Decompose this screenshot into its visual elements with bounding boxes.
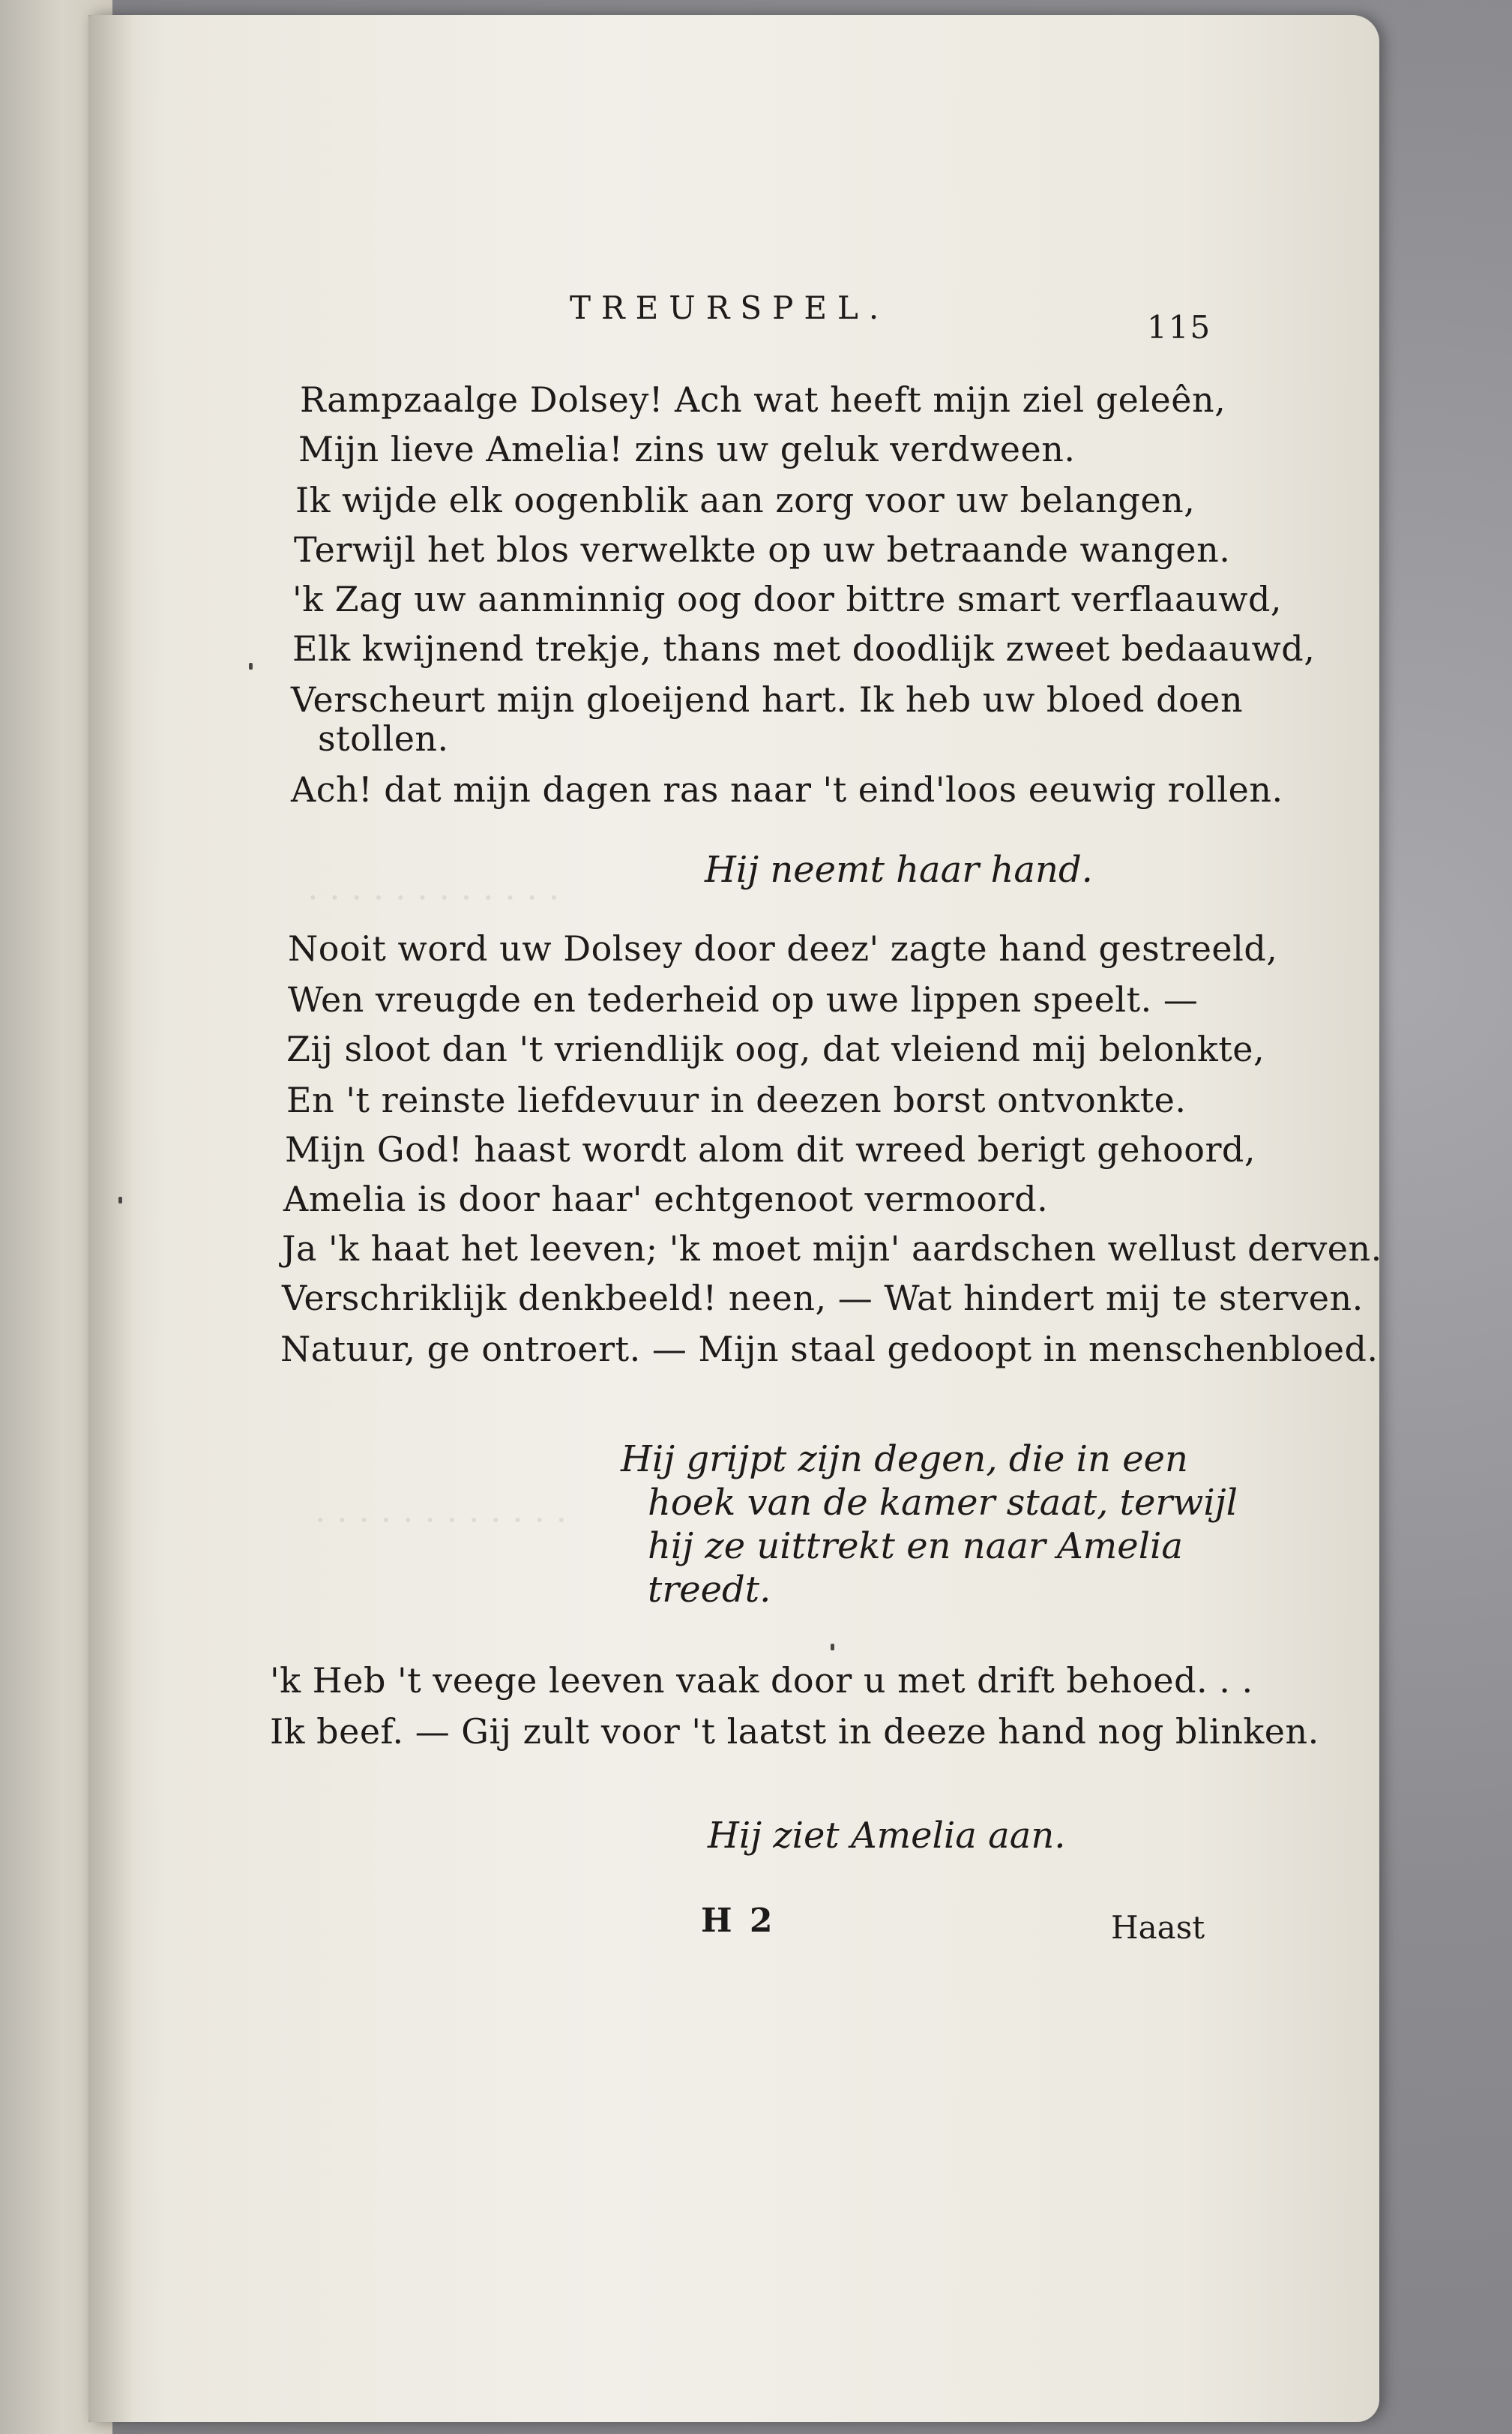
- verse-line: Mijn God! haast wordt alom dit wreed berigt gehoord,: [285, 1129, 1256, 1170]
- verse-line: Natuur, ge ontroert. — Mijn staal gedoopt in menschenbloed.: [280, 1329, 1379, 1369]
- catchword: Haast: [1111, 1909, 1205, 1946]
- verse-line: Elk kwijnend trekje, thans met doodlijk zweet bedaauwd,: [292, 628, 1316, 669]
- verse-line: En 't reinste liefdevuur in deezen borst ontvonkte.: [286, 1080, 1187, 1120]
- ink-speck: [249, 663, 253, 670]
- ink-speck: [831, 1644, 834, 1650]
- page-number: 115: [1147, 309, 1212, 346]
- show-through: · · · · · · · · · · · ·: [315, 1500, 567, 1540]
- verse-line: Amelia is door haar' echtgenoot vermoord.: [283, 1179, 1049, 1219]
- stage-direction: Hij grijpt zijn degen, die in een: [621, 1438, 1188, 1480]
- stage-direction: Hij ziet Amelia aan.: [708, 1815, 1066, 1857]
- verse-line: Terwijl het blos verwelkte op uw betraande wangen.: [294, 529, 1231, 570]
- ink-speck: [118, 1197, 122, 1204]
- verse-line: Nooit word uw Dolsey door deez' zagte hand gestreeld,: [288, 928, 1278, 969]
- verse-line: Ik beef. — Gij zult voor 't laatst in deeze hand nog blinken.: [270, 1711, 1319, 1752]
- verse-line: Ja 'k haat het leeven; 'k moet mijn' aardschen wellust derven.: [282, 1228, 1382, 1269]
- gutter-shadow: [88, 15, 133, 2422]
- verse-line: Verschriklijk denkbeeld! neen, — Wat hindert mij te sterven.: [282, 1278, 1364, 1318]
- verse-line-turnover: stollen.: [318, 718, 449, 759]
- verse-line: Rampzaalge Dolsey! Ach wat heeft mijn ziel geleên,: [300, 379, 1226, 420]
- verse-line: Wen vreugde en tederheid op uwe lippen speelt. —: [288, 979, 1199, 1020]
- signature-mark: H 2: [701, 1902, 776, 1940]
- verse-line: Zij sloot dan 't vriendlijk oog, dat vleiend mij belonkte,: [286, 1029, 1265, 1069]
- stage-direction: treedt.: [648, 1569, 771, 1611]
- verse-line: Verscheurt mijn gloeijend hart. Ik heb uw bloed doen: [291, 679, 1244, 720]
- running-head: TREURSPEL.: [570, 289, 890, 326]
- stage-direction: hij ze uittrekt en naar Amelia: [648, 1525, 1184, 1567]
- stage-direction: Hij neemt haar hand.: [705, 849, 1093, 891]
- show-through: · · · · · · · · · · · ·: [307, 877, 560, 918]
- verse-line: Mijn lieve Amelia! zins uw geluk verdween.: [298, 429, 1076, 469]
- verse-line: 'k Zag uw aanminnig oog door bittre smart verflaauwd,: [292, 579, 1283, 619]
- verse-line: Ik wijde elk oogenblik aan zorg voor uw belangen,: [295, 480, 1196, 520]
- stage-direction: hoek van de kamer staat, terwijl: [648, 1482, 1238, 1524]
- verse-line: 'k Heb 't veege leeven vaak door u met drift behoed. . .: [270, 1660, 1253, 1701]
- verse-line: Ach! dat mijn dagen ras naar 't eind'loos eeuwig rollen.: [291, 769, 1283, 810]
